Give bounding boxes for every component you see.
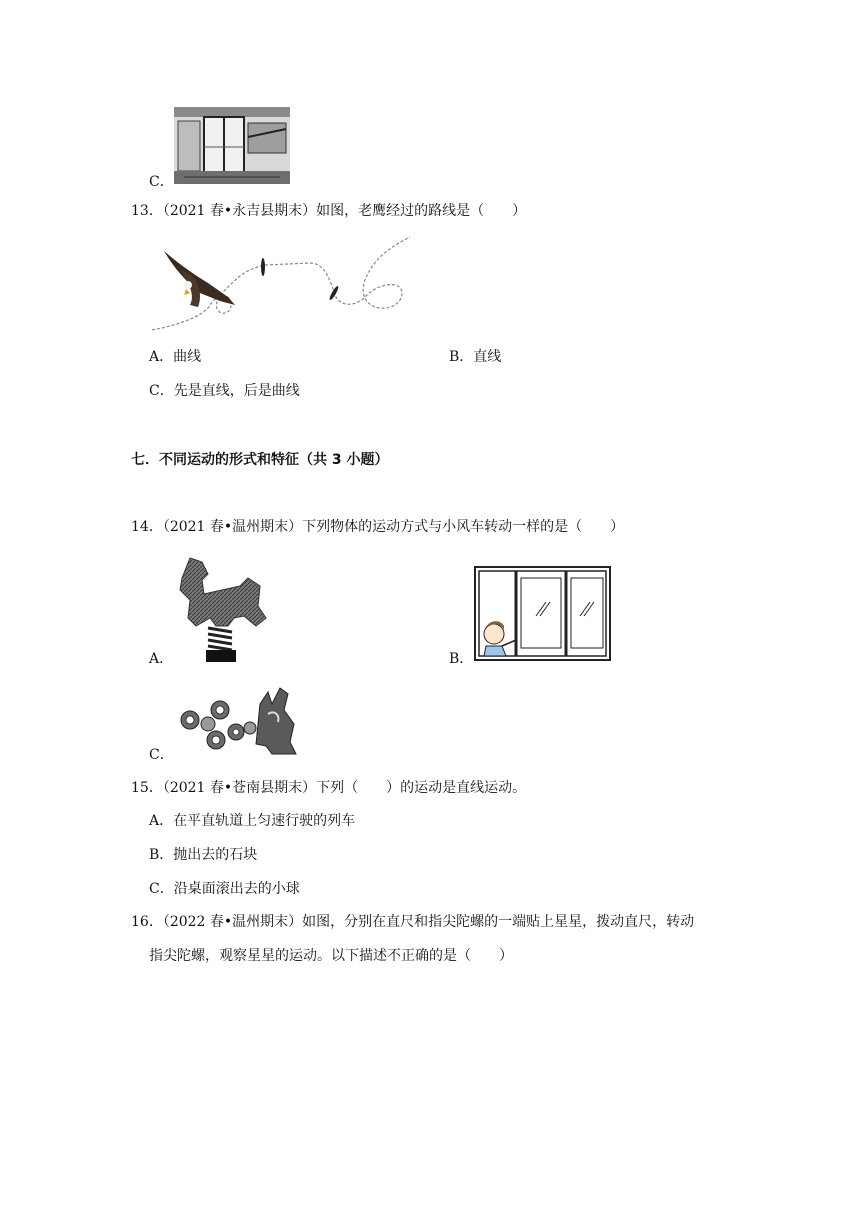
spring-rocking-horse-image [172, 556, 272, 662]
fidget-spinner-and-toy-image [176, 684, 298, 757]
q14-stem: 14．（2021 春•温州期末）下列物体的运动方式与小风车转动一样的是（ ） [131, 519, 625, 535]
small-bird-icon [261, 258, 265, 276]
sliding-window-image [474, 566, 611, 661]
q14-option-c: C． [149, 747, 174, 763]
q16-stem-line2: 指尖陀螺，观察星星的运动。以下描述不正确的是（ ） [149, 948, 513, 964]
q15-option-c: C．沿桌面滚出去的小球 [149, 881, 300, 897]
small-bird-icon [328, 285, 339, 301]
q13-option-c: C．先是直线，后是曲线 [149, 383, 300, 399]
elevator-photo [174, 107, 290, 184]
q15-stem: 15．（2021 春•苍南县期末）下列（ ）的运动是直线运动。 [131, 780, 527, 796]
eagle-path-figure [150, 235, 415, 335]
q13-option-a: A．曲线 [149, 349, 202, 365]
q15-option-a: A．在平直轨道上匀速行驶的列车 [149, 813, 356, 829]
section-title: 七．不同运动的形式和特征（共 3 小题） [131, 452, 389, 468]
q12-option-c-label: C． [149, 174, 174, 190]
q16-stem-line1: 16．（2022 春•温州期末）如图，分别在直尺和指尖陀螺的一端贴上星星，拨动直尺，转动 [131, 914, 695, 930]
eagle-icon [164, 251, 235, 307]
q13-stem: 13．（2021 春•永吉县期末）如图，老鹰经过的路线是（ ） [131, 203, 527, 219]
q14-option-b: B． [449, 651, 474, 667]
q15-option-b: B．抛出去的石块 [149, 847, 258, 863]
q13-option-b: B．直线 [449, 349, 502, 365]
q14-option-a: A． [149, 651, 174, 667]
